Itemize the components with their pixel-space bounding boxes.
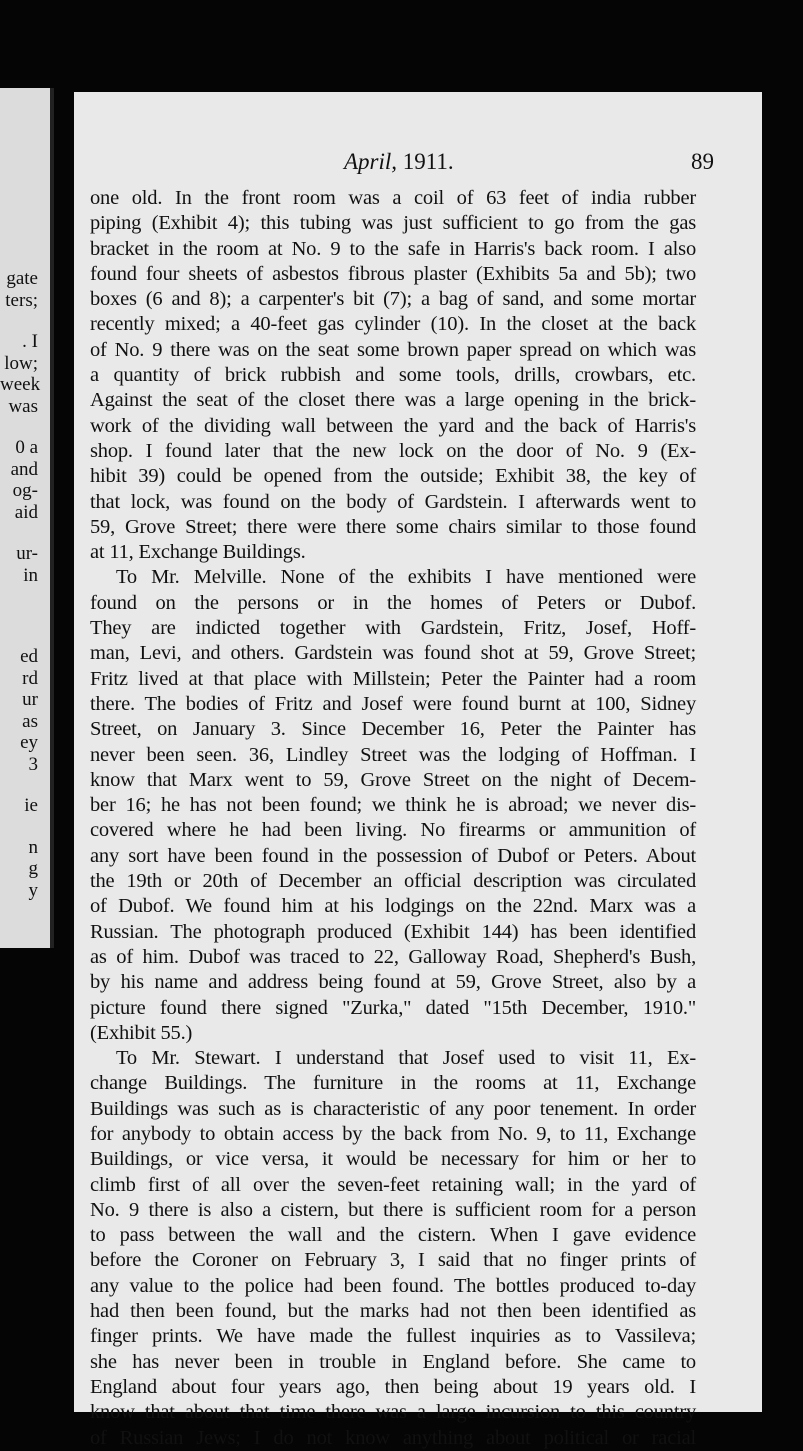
book-page	[74, 92, 762, 1449]
text-line: Fritz lived at that place with Millstein; Peter the Painter had a room	[90, 667, 696, 690]
text-line: Buildings, or vice versa, it would be necessary for him or her to	[90, 1148, 696, 1171]
facing-fragment: . I	[22, 331, 38, 352]
facing-fragment: n	[28, 836, 38, 858]
text-line: Buildings was such as is characteristic of any poor tenement. In order	[90, 1097, 696, 1120]
text-line: hibit 39) could be opened from the outside; Exhibit 38, the key of	[90, 465, 696, 488]
facing-fragment: in	[23, 564, 38, 586]
facing-page-edge	[0, 88, 54, 948]
text-line: man, Levi, and others. Gardstein was found shot at 59, Grove Street;	[90, 642, 696, 665]
text-line: They are indicted together with Gardstein, Fritz, Josef, Hoff-	[90, 617, 696, 640]
text-line: bracket in the room at No. 9 to the safe in Harris's back room. I also	[90, 237, 696, 260]
text-line: of Dubof. We found him at his lodgings on the 22nd. Marx was a	[90, 895, 696, 918]
text-line: To Mr. Melville. None of the exhibits I have mentioned were	[116, 566, 696, 589]
text-line: never been seen. 36, Lindley Street was the lodging of Hoffman. I	[90, 743, 696, 766]
facing-fragment: as	[22, 710, 38, 732]
facing-fragment: week	[0, 374, 41, 395]
text-line: To Mr. Stewart. I understand that Josef used to visit 11, Ex-	[116, 1047, 696, 1070]
header-month: April,	[344, 149, 398, 174]
text-line: know that about that time there was a large incursion to this country	[90, 1401, 696, 1424]
facing-fragment: was	[8, 395, 38, 417]
text-line: at 11, Exchange Buildings.	[90, 541, 306, 564]
text-line: recently mixed; a 40-feet gas cylinder (10). In the closet at the back	[90, 313, 696, 336]
text-line: by his name and address being found at 59, Grove Street, also by a	[90, 971, 696, 994]
text-line: one old. In the front room was a coil of 63 feet of india rubber	[90, 187, 696, 209]
text-line: (Exhibit 55.)	[90, 1021, 193, 1044]
facing-fragment: aid	[14, 501, 38, 523]
header-year: 1911.	[402, 149, 454, 174]
facing-fragment: 3	[28, 753, 38, 775]
text-line: know that Marx went to 59, Grove Street on the night of Decem-	[90, 768, 696, 791]
facing-fragment: low;	[4, 352, 38, 374]
text-line: there. The bodies of Fritz and Josef were found burnt at 100, Sidney	[90, 692, 696, 715]
facing-fragment: y	[28, 879, 38, 901]
facing-fragment: gate	[6, 268, 38, 289]
text-line: any value to the police had been found. The bottles produced to-day	[90, 1274, 696, 1297]
text-line: picture found there signed "Zurka," dated "15th December, 1910."	[90, 996, 696, 1019]
text-line: No. 9 there is also a cistern, but there is sufficient room for a person	[90, 1198, 696, 1221]
facing-fragment: ie	[24, 795, 38, 816]
facing-fragment: ey	[20, 732, 38, 753]
facing-fragment: ur-	[16, 543, 38, 564]
facing-fragment: ters;	[5, 289, 38, 311]
text-line: England about four years ago, then being about 19 years old. I	[90, 1375, 696, 1398]
text-line: that lock, was found on the body of Gardstein. I afterwards went to	[90, 490, 696, 513]
text-line: covered where he had been living. No firearms or ammunition of	[90, 819, 696, 842]
text-line: Street, on January 3. Since December 16, Peter the Painter has	[90, 718, 696, 741]
facing-fragment: ur	[22, 689, 38, 710]
facing-fragment: g	[28, 858, 38, 879]
text-line: a quantity of brick rubbish and some tools, drills, crowbars, etc.	[90, 364, 696, 387]
testimony-text	[90, 186, 696, 1451]
text-line: for anybody to obtain access by the back from No. 9, to 11, Exchange	[90, 1122, 696, 1145]
text-line: shop. I found later that the new lock on the door of No. 9 (Ex-	[90, 439, 696, 462]
text-line: found four sheets of asbestos fibrous plaster (Exhibits 5a and 5b); two	[90, 262, 696, 285]
text-line: Russian. The photograph produced (Exhibit 144) has been identified	[90, 920, 696, 943]
facing-fragment: rd	[22, 667, 38, 689]
text-line: she has never been in trouble in England before. She came to	[90, 1350, 696, 1373]
text-line: work of the dividing wall between the yard and the back of Harris's	[90, 414, 696, 437]
text-line: the 19th or 20th of December an official description was circulated	[90, 870, 696, 893]
text-line: change Buildings. The furniture in the rooms at 11, Exchange	[90, 1072, 696, 1095]
header-date	[344, 149, 454, 175]
text-line: 59, Grove Street; there were there some chairs similar to those found	[90, 515, 696, 538]
facing-fragment: 0 a	[15, 437, 38, 458]
text-line: as of him. Dubof was traced to 22, Galloway Road, Shepherd's Bush,	[90, 945, 696, 968]
text-line: before the Coroner on February 3, I said that no finger prints of	[90, 1249, 696, 1272]
text-line: finger prints. We have made the fullest inquiries as to Vassileva;	[90, 1325, 696, 1348]
text-line: Against the seat of the closet there was a large opening in the brick-	[90, 389, 696, 412]
facing-page-text	[0, 268, 41, 901]
text-line: boxes (6 and 8); a carpenter's bit (7); a bag of sand, and some mortar	[90, 288, 696, 311]
text-line: to pass between the wall and the cistern. When I gave evidence	[90, 1224, 696, 1247]
page-number: 89	[691, 149, 714, 174]
text-line: of No. 9 there was on the seat some brown paper spread on which was	[90, 338, 696, 361]
text-line: had then been found, but the marks had not then been identified as	[90, 1300, 696, 1323]
facing-fragment: and	[10, 458, 38, 480]
facing-fragment: og-	[12, 480, 38, 501]
text-line: any sort have been found in the possession of Dubof or Peters. About	[90, 844, 696, 867]
text-line: piping (Exhibit 4); this tubing was just sufficient to go from the gas	[90, 212, 696, 235]
facing-fragment: ed	[20, 646, 38, 667]
text-line: found on the persons or in the homes of Peters or Dubof.	[90, 591, 696, 614]
text-line: climb first of all over the seven-feet retaining wall; in the yard of	[90, 1173, 696, 1196]
text-line: of Russian Jews; I do not know anything about political or racial	[90, 1426, 696, 1449]
text-line: ber 16; he has not been found; we think he is abroad; we never dis-	[90, 794, 696, 817]
